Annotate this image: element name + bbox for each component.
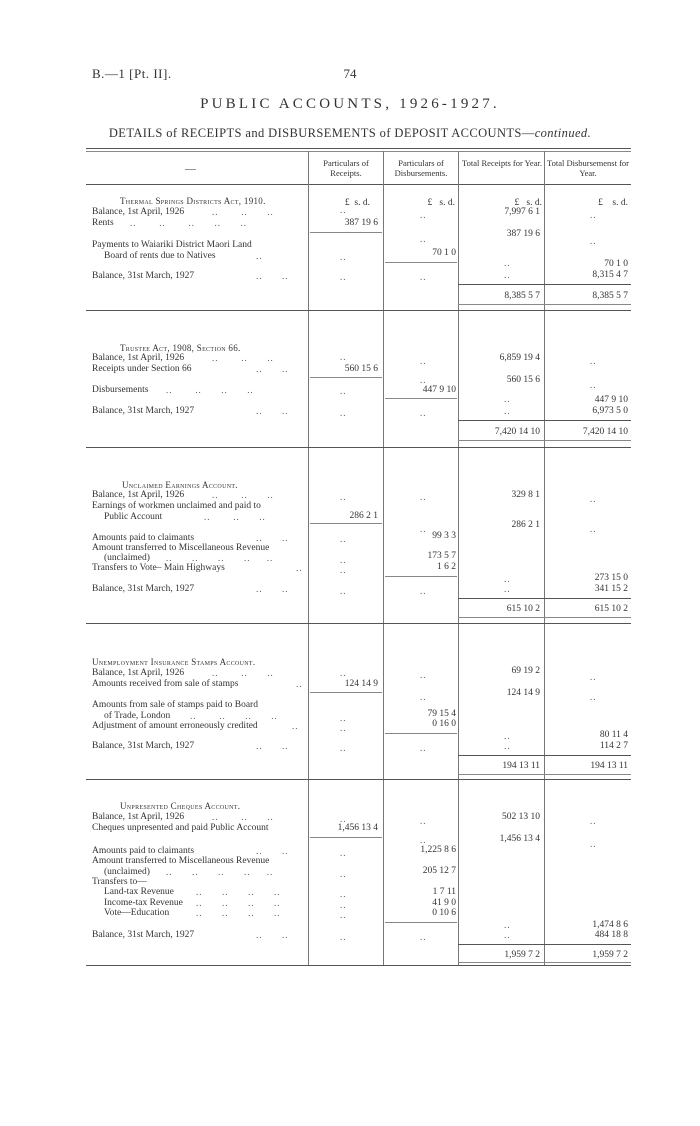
section-heading: Unpresented Cheques Account. xyxy=(120,801,241,811)
amount: 387 19 6 xyxy=(506,229,540,239)
total-disbursements: 8,385 5 7 xyxy=(592,291,628,301)
row-label: Balance, 31st March, 1927 xyxy=(92,930,195,940)
amount: 8,315 4 7 xyxy=(592,270,628,280)
row-label: Balance, 31st March, 1927 xyxy=(92,584,195,594)
amount: 447 9 10 xyxy=(594,395,628,405)
row-label: Amounts received from sale of stamps xyxy=(92,679,239,689)
row-label: of Trade, London xyxy=(104,711,171,721)
row-label: Balance, 31st March, 1927 xyxy=(92,406,195,416)
subtitle-continued: continued. xyxy=(534,126,592,140)
section-heading: Unemployment Insurance Stamps Account. xyxy=(92,657,256,667)
page-number: 74 xyxy=(343,66,357,81)
row-label: Transfers to— xyxy=(92,877,147,887)
amount: 79 15 4 xyxy=(427,709,456,719)
amount: 286 2 1 xyxy=(511,520,540,530)
amount: 80 11 4 xyxy=(599,730,628,740)
amount: 1,456 13 4 xyxy=(499,834,540,844)
row-label: Amounts paid to claimants xyxy=(92,533,195,543)
currency-total-disbursements: £ s. d. xyxy=(598,198,628,208)
amount: 273 15 0 xyxy=(594,573,628,583)
page-ref: B.—1 [Pt. II]. xyxy=(92,66,172,81)
amount: 1,225 8 6 xyxy=(420,845,456,855)
section-heading: Thermal Springs Districts Act, 1910. xyxy=(120,196,266,206)
disbursements-header: Particulars of Disbursements. xyxy=(394,158,448,178)
amount: 484 18 8 xyxy=(594,930,628,940)
amount: 1 6 2 xyxy=(437,562,456,572)
amount: 387 19 6 xyxy=(344,218,378,228)
amount: 69 19 2 xyxy=(511,666,540,676)
currency-total-receipts: £ s. d. xyxy=(514,198,542,208)
total-receipts: 615 10 2 xyxy=(506,604,540,614)
row-label: (unclaimed) xyxy=(104,867,150,877)
amount: 1,474 8 6 xyxy=(592,920,628,930)
row-label: Balance, 1st April, 1926 xyxy=(92,812,185,822)
amount: 6,859 19 4 xyxy=(499,353,540,363)
total-receipts: 7,420 14 10 xyxy=(494,427,540,437)
amount: 6,973 5 0 xyxy=(592,406,628,416)
currency-disbursements: £ s. d. xyxy=(427,198,455,208)
row-label: Disbursements xyxy=(92,385,149,395)
row-label: Land-tax Revenue xyxy=(104,887,174,897)
row-label: Public Account xyxy=(104,512,163,522)
row-label: Balance, 31st March, 1927 xyxy=(92,741,195,751)
amount: 1,456 13 4 xyxy=(337,823,378,833)
total-disbursements: 7,420 14 10 xyxy=(582,427,628,437)
row-label: Amounts paid to claimants xyxy=(92,846,195,856)
amount: 502 13 10 xyxy=(502,812,540,822)
total-disbursements-header: Total Disbursemenst for Year. xyxy=(546,158,630,178)
row-label: Rents xyxy=(92,218,114,228)
currency-receipts: £ s. d. xyxy=(344,198,370,208)
row-label: Board of rents due to Natives xyxy=(104,251,216,261)
amount: 205 12 7 xyxy=(422,866,456,876)
row-label: Cheques unpresented and paid Public Account xyxy=(92,823,269,833)
receipts-header: Particulars of Receipts. xyxy=(323,158,369,178)
row-label: Balance, 1st April, 1926 xyxy=(92,353,185,363)
amount: 41 9 0 xyxy=(432,898,456,908)
amount: 286 2 1 xyxy=(349,511,378,521)
row-label: Payments to Waiariki District Maori Land xyxy=(92,240,252,250)
amount: 70 1 0 xyxy=(432,248,456,258)
subtitle-main: DETAILS of RECEIPTS and DISBURSEMENTS of DEPOSIT ACCOUNTS— xyxy=(108,126,535,140)
row-label: Adjustment of amount erroneously credited xyxy=(92,721,258,731)
row-label: Balance, 1st April, 1926 xyxy=(92,207,185,217)
total-receipts: 8,385 5 7 xyxy=(504,291,540,301)
amount: 1 7 11 xyxy=(432,887,456,897)
amount: 447 9 10 xyxy=(422,385,456,395)
total-disbursements: 615 10 2 xyxy=(594,604,628,614)
total-receipts: 194 13 11 xyxy=(502,761,540,771)
amount: 70 1 0 xyxy=(604,259,628,269)
amount: 99 3 3 xyxy=(432,531,456,541)
row-label: Balance, 1st April, 1926 xyxy=(92,490,185,500)
total-receipts: 1,959 7 2 xyxy=(504,950,540,960)
page-subtitle xyxy=(0,126,700,141)
page-title: PUBLIC ACCOUNTS, 1926-1927. xyxy=(200,96,500,112)
amount: 560 15 6 xyxy=(506,375,540,385)
row-label: Vote—Education xyxy=(104,908,170,918)
amount: 560 15 6 xyxy=(344,364,378,374)
amount: 329 8 1 xyxy=(511,490,540,500)
row-label: (unclaimed) xyxy=(104,553,150,563)
amount: 341 15 2 xyxy=(594,584,628,594)
total-disbursements: 194 13 11 xyxy=(590,761,628,771)
row-label: Income-tax Revenue xyxy=(104,898,183,908)
amount: 0 10 6 xyxy=(432,908,456,918)
description-header: — xyxy=(185,163,196,175)
row-label: Earnings of workmen unclaimed and paid to xyxy=(92,501,261,511)
total-receipts-header: Total Receipts for Year. xyxy=(462,158,542,168)
amount: 7,997 6 1 xyxy=(504,207,540,217)
amount: 114 2 7 xyxy=(599,741,628,751)
amount: 124 14 9 xyxy=(344,679,378,689)
section-heading: Unclaimed Earnings Account. xyxy=(122,480,238,490)
row-label: Amount transferred to Miscellaneous Revenue xyxy=(92,543,270,553)
row-label: Balance, 1st April, 1926 xyxy=(92,668,185,678)
row-label: Receipts under Section 66 xyxy=(92,364,192,374)
amount: 124 14 9 xyxy=(506,688,540,698)
row-label: Balance, 31st March, 1927 xyxy=(92,271,195,281)
section-heading: Trustee Act, 1908, Section 66. xyxy=(120,343,241,353)
amount: 0 16 0 xyxy=(432,719,456,729)
row-label: Amounts from sale of stamps paid to Board xyxy=(92,700,258,710)
row-label: Transfers to Vote– Main Highways xyxy=(92,563,225,573)
amount: 173 5 7 xyxy=(427,551,456,561)
row-label: Amount transferred to Miscellaneous Revenue xyxy=(92,856,270,866)
total-disbursements: 1,959 7 2 xyxy=(592,950,628,960)
